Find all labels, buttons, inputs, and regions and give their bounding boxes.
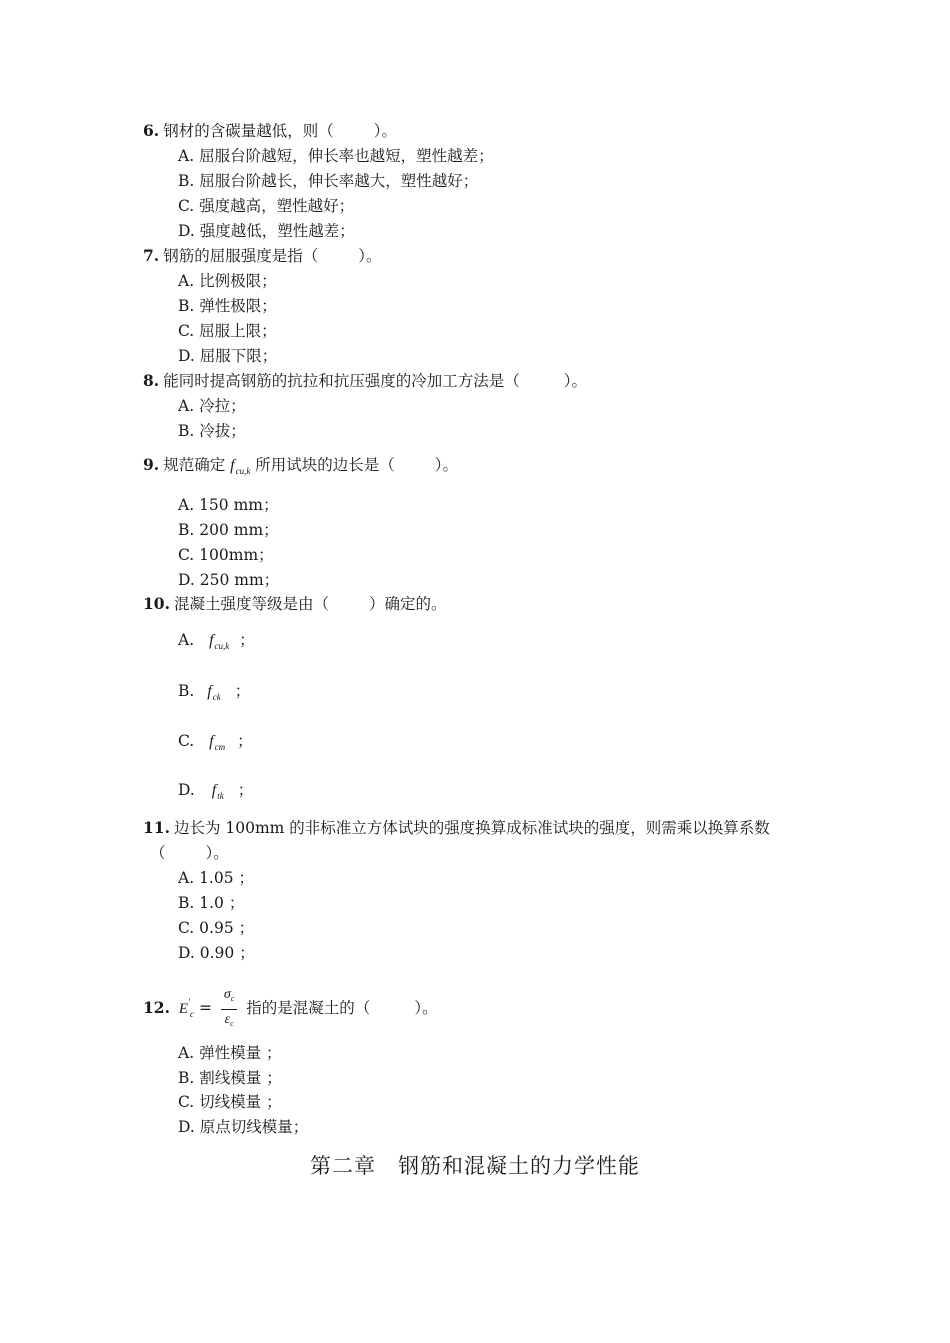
q7-option-a [178, 271, 277, 291]
formula-ec-secant [178, 997, 195, 1019]
question-10-stem [143, 594, 447, 614]
q6-option-a [178, 146, 494, 166]
option-text: 100mm； [199, 546, 274, 564]
option-key: B. [178, 1069, 195, 1087]
formula-f-cuk [230, 457, 250, 474]
formula-symbol: f [209, 632, 214, 649]
formula-prime: ' [188, 997, 191, 1007]
q9-option-d [178, 570, 279, 590]
option-text: 0.95 ； [199, 919, 255, 937]
option-key: C. [178, 732, 195, 750]
option-text: 屈服上限； [199, 322, 277, 340]
option-text: 强度越高，塑性越好； [199, 197, 355, 215]
option-key: C. [178, 322, 195, 340]
q11-option-a [178, 868, 254, 888]
formula-symbol: f [209, 733, 214, 750]
question-number: 12. [143, 998, 170, 1017]
formula-subscript: cm [214, 742, 226, 752]
option-key: B. [178, 172, 195, 190]
option-key: A. [178, 496, 195, 514]
option-text: 切线模量 ； [199, 1093, 282, 1111]
option-text: 冷拔； [199, 422, 246, 440]
formula-f-cm [209, 733, 225, 750]
formula-subscript: cu,k [214, 641, 230, 651]
option-text: 屈服台阶越短，伸长率也越短，塑性越差； [199, 147, 494, 165]
option-key: B. [178, 521, 195, 539]
q11-option-c [178, 918, 254, 938]
q9-option-b [178, 520, 279, 540]
option-key: C. [178, 1093, 195, 1111]
option-text: 弹性极限； [199, 297, 277, 315]
option-key: A. [178, 1044, 195, 1062]
option-text: 冷拉； [199, 397, 246, 415]
question-9-stem [143, 455, 458, 481]
formula-subscript: tk [217, 791, 224, 801]
option-text: 1.0 ； [199, 894, 245, 912]
fraction-denominator [221, 1010, 237, 1032]
question-number: 8. [143, 371, 160, 390]
option-end: ； [237, 732, 253, 750]
question-number: 10. [143, 594, 170, 613]
formula-fraction [221, 987, 237, 1032]
option-key: D. [178, 944, 195, 962]
option-key: D. [178, 347, 195, 365]
formula-f-tk [212, 782, 224, 799]
question-close: ）。 [434, 456, 459, 474]
q8-option-a [178, 396, 246, 416]
chapter-title: 钢筋和混凝土的力学性能 [398, 1154, 640, 1178]
question-close: ）。 [358, 247, 382, 265]
q11-option-d [178, 943, 255, 963]
option-text: 0.90 ； [199, 944, 255, 962]
option-text: 屈服下限； [199, 347, 278, 365]
option-text: 250 mm； [199, 571, 280, 589]
option-end: ； [237, 781, 254, 799]
option-text: 强度越低，塑性越差； [199, 222, 355, 240]
question-11-blank [150, 843, 229, 863]
formula-f-cuk [209, 632, 229, 649]
fraction-numerator [221, 987, 237, 1010]
option-text: 1.05 ； [199, 869, 255, 887]
q10-option-c [178, 731, 253, 757]
question-text: 指的是混凝土的（ [246, 999, 371, 1017]
option-end: ； [239, 631, 255, 649]
question-number: 6. [143, 121, 160, 140]
q7-option-b [178, 296, 277, 316]
option-key: D. [178, 222, 195, 240]
question-text: 钢材的含碳量越低，则（ [163, 122, 334, 140]
formula-symbol: f [207, 683, 212, 700]
q6-option-c [178, 196, 354, 216]
option-end: ； [234, 682, 251, 700]
q10-option-a [178, 630, 255, 656]
option-key: A. [178, 397, 195, 415]
option-key: D. [178, 1118, 195, 1136]
question-number: 11. [143, 818, 170, 837]
formula-subscript: ck [212, 692, 221, 702]
option-key: B. [178, 422, 195, 440]
option-key: C. [178, 919, 195, 937]
question-close: ）。 [414, 999, 438, 1017]
option-text: 弹性模量 ； [199, 1044, 282, 1062]
chapter-heading [0, 1150, 950, 1180]
formula-symbol: f [211, 782, 217, 799]
q12-option-c [178, 1092, 282, 1112]
question-12-stem [143, 982, 438, 1034]
option-key: D. [178, 571, 195, 589]
question-text: 混凝土强度等级是由（ [173, 595, 329, 613]
option-text: 200 mm； [199, 521, 279, 539]
option-key: A. [178, 869, 195, 887]
formula-subscript: c [190, 1009, 195, 1019]
option-text: 150 mm； [199, 496, 279, 514]
option-key: A. [178, 272, 195, 290]
option-text: 比例极限； [199, 272, 277, 290]
q11-option-b [178, 893, 244, 913]
q9-option-c [178, 545, 274, 565]
option-text: 割线模量 ； [199, 1069, 282, 1087]
q7-option-d [178, 346, 277, 366]
question-open: （ [150, 844, 166, 862]
option-key: B. [178, 682, 195, 700]
question-number: 7. [143, 246, 160, 265]
q7-option-c [178, 321, 277, 341]
option-text: 原点切线模量； [199, 1118, 309, 1136]
q6-option-d [178, 221, 355, 241]
question-text-cont: 所用试块的边长是（ [255, 456, 395, 474]
epsilon-symbol: ε [224, 1011, 231, 1027]
formula-subscript: c [230, 1018, 234, 1028]
question-close: ）。 [563, 372, 587, 390]
question-number: 9. [143, 455, 160, 474]
question-text: 钢筋的屈服强度是指（ [163, 247, 319, 265]
q6-option-b [178, 171, 478, 191]
option-key: C. [178, 197, 195, 215]
formula-equals: = [198, 999, 212, 1017]
question-8-stem [143, 371, 587, 391]
q10-option-d [178, 780, 253, 806]
question-11-stem [143, 818, 770, 838]
option-key: A. [178, 631, 195, 649]
chapter-label: 第二章 [310, 1154, 376, 1178]
formula-subscript: c [230, 993, 235, 1003]
formula-f-ck [207, 683, 220, 700]
question-close: ）。 [205, 844, 229, 862]
question-7-stem [143, 246, 381, 266]
formula-subscript: cu,k [235, 466, 251, 476]
question-text: 边长为 100mm 的非标准立方体试块的强度换算成标准试块的强度，则需乘以换算系数 [173, 819, 770, 837]
option-text: 屈服台阶越长，伸长率越大，塑性越好； [199, 172, 479, 190]
sigma-symbol: σ [223, 986, 231, 1002]
option-key: D. [178, 781, 195, 799]
q12-option-d [178, 1117, 308, 1137]
formula-symbol: f [230, 457, 235, 474]
q10-option-b [178, 681, 250, 707]
question-text-cont: ）确定的。 [368, 595, 447, 613]
formula-symbol: E [178, 1001, 189, 1017]
question-text: 规范确定 [163, 456, 226, 474]
question-close: ）。 [373, 122, 397, 140]
q9-option-a [178, 495, 278, 515]
q8-option-b [178, 421, 246, 441]
option-key: B. [178, 297, 195, 315]
option-key: C. [178, 546, 195, 564]
q12-option-b [178, 1068, 282, 1088]
question-6-stem [143, 121, 397, 141]
option-key: B. [178, 894, 195, 912]
question-text: 能同时提高钢筋的抗拉和抗压强度的冷加工方法是（ [163, 372, 520, 390]
q12-option-a [178, 1043, 282, 1063]
option-key: A. [178, 147, 195, 165]
